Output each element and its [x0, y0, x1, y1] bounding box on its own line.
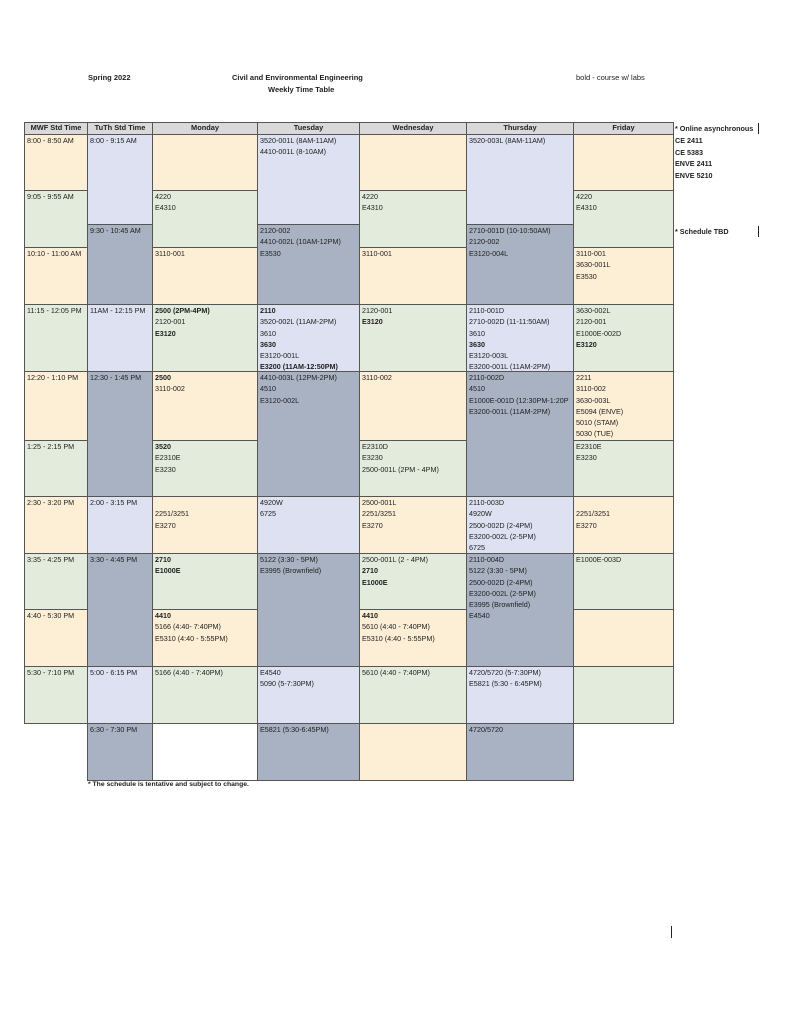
- page-title: Civil and Environmental Engineering: [232, 73, 363, 82]
- course-entry: 4220: [155, 192, 171, 201]
- friday-slot: [573, 134, 674, 191]
- mwf-time-slot: [24, 371, 88, 441]
- thursday-slot: [466, 723, 574, 781]
- course-entry: 3110-001: [155, 249, 185, 258]
- course-entry: 5122 (3:30 - 5PM): [469, 566, 527, 576]
- course-entry: 2110-001D: [469, 306, 505, 315]
- wednesday-slot: [359, 304, 467, 372]
- monday-slot: [152, 440, 258, 497]
- course-entry: 5010 (STAM): [576, 418, 619, 428]
- monday-evening-slot: [152, 723, 258, 781]
- monday-slot: [152, 304, 258, 372]
- time-label: 11:15 - 12:05 PM: [27, 306, 82, 315]
- course-entry: E2310D: [362, 442, 388, 451]
- course-entry: 2500-002D (2-4PM): [469, 520, 533, 530]
- wednesday-slot: [359, 371, 467, 441]
- course-entry: 2120-002: [469, 237, 500, 247]
- friday-slot: [573, 440, 674, 497]
- wednesday-slot: [359, 134, 467, 191]
- course-entry: 5030 (TUE): [576, 429, 614, 439]
- online-course-item: ENVE 2411: [675, 159, 713, 168]
- course-entry: E3120: [576, 339, 597, 349]
- tuesday-slot: [257, 723, 360, 781]
- course-entry: E4310: [155, 203, 176, 213]
- course-entry: 3110-001: [362, 249, 392, 258]
- course-entry: E3270: [155, 520, 176, 530]
- time-label: 6:30 - 7:30 PM: [90, 725, 138, 734]
- wednesday-slot: [359, 190, 467, 248]
- course-entry: 4720/5720: [469, 725, 503, 734]
- course-entry: 2710: [362, 566, 378, 576]
- course-entry: 4920W: [260, 498, 283, 507]
- time-label: 9:30 - 10:45 AM: [90, 226, 141, 235]
- time-label: 3:30 - 4:45 PM: [90, 555, 138, 564]
- online-course-item: CE 5383: [675, 147, 703, 157]
- time-label: 2:00 - 3:15 PM: [90, 498, 138, 507]
- course-entry: E5310 (4:40 - 5:55PM): [362, 633, 435, 643]
- course-entry: E3120: [362, 317, 383, 327]
- column-header-tuth: TuTh Std Time: [87, 122, 153, 135]
- column-header-mwf: MWF Std Time: [24, 122, 88, 135]
- monday-slot: [152, 496, 258, 554]
- course-entry: [576, 497, 671, 508]
- course-entry: [155, 497, 255, 508]
- online-course-item: ENVE 5210: [675, 170, 713, 180]
- footnote: * The schedule is tentative and subject to change.: [88, 781, 249, 788]
- wednesday-evening-slot: [359, 723, 467, 781]
- thursday-slot: [466, 371, 574, 497]
- monday-slot: [152, 666, 258, 724]
- course-entry: 2710-001D (10-10:50AM): [469, 226, 551, 235]
- tuth-time-slot: [87, 304, 153, 372]
- thursday-slot: [466, 496, 574, 554]
- course-entry: 3610: [469, 328, 485, 338]
- course-entry: E3200-001L (11AM-2PM): [469, 406, 551, 416]
- column-header-wed: Wednesday: [359, 122, 467, 135]
- schedule-tbd-header: * Schedule TBD: [675, 226, 759, 237]
- time-label: 12:20 - 1:10 PM: [27, 373, 79, 382]
- mwf-time-slot: [24, 440, 88, 497]
- course-entry: E3200 (11AM-12:50PM): [260, 362, 338, 372]
- course-entry: E1000E-003D: [576, 555, 622, 564]
- course-entry: 6725: [260, 509, 276, 519]
- course-entry: E3120-002L: [260, 395, 300, 405]
- column-header-thu: Thursday: [466, 122, 574, 135]
- course-entry: 4720/5720 (5-7:30PM): [469, 668, 541, 677]
- online-course-item: CE 2411: [675, 136, 703, 145]
- monday-slot: [152, 247, 258, 305]
- course-entry: 3520-003L (8AM-11AM): [469, 136, 546, 145]
- tuth-time-slot: [87, 134, 153, 225]
- wednesday-slot: [359, 247, 467, 305]
- course-entry: 2710-002D (11-11:50AM): [469, 317, 550, 327]
- course-entry: E5094 (ENVE): [576, 406, 624, 416]
- course-entry: 2211: [576, 373, 592, 382]
- course-entry: E3230: [155, 464, 176, 474]
- friday-slot: [573, 247, 674, 305]
- time-label: 9:05 - 9:55 AM: [27, 192, 74, 201]
- course-entry: 5122 (3:30 - 5PM): [260, 555, 318, 564]
- course-entry: 5610 (4:40 - 7:40PM): [362, 668, 430, 677]
- course-entry: 4410-001L (8-10AM): [260, 147, 327, 157]
- course-entry: 4220: [362, 192, 378, 201]
- page-mark: [671, 926, 672, 938]
- friday-slot: [573, 190, 674, 248]
- tuth-time-slot: [87, 496, 153, 554]
- course-entry: 3630-001L: [576, 260, 611, 270]
- tuesday-slot: [257, 496, 360, 554]
- course-entry: 2710: [155, 555, 171, 564]
- thursday-slot: [466, 134, 574, 225]
- wednesday-slot: [359, 666, 467, 724]
- tuth-time-slot: [87, 224, 153, 305]
- course-entry: E4310: [362, 203, 383, 213]
- course-entry: 2251/3251: [155, 509, 189, 519]
- time-label: 5:30 - 7:10 PM: [27, 668, 75, 677]
- monday-slot: [152, 190, 258, 248]
- time-label: 12:30 - 1:45 PM: [90, 373, 142, 382]
- mwf-time-slot: [24, 666, 88, 724]
- course-entry: E3995 (Brownfield): [260, 566, 322, 576]
- mwf-time-slot: [24, 609, 88, 667]
- course-entry: 3110-002: [576, 384, 606, 394]
- course-entry: E3120: [155, 328, 176, 338]
- term-label: Spring 2022: [88, 73, 131, 82]
- friday-slot: [573, 609, 674, 667]
- thursday-slot: [466, 224, 574, 305]
- course-entry: 4510: [260, 384, 276, 394]
- course-entry: E4540: [260, 668, 281, 677]
- wednesday-slot: [359, 553, 467, 610]
- mwf-time-slot: [24, 247, 88, 305]
- time-label: 10:10 - 11:00 AM: [27, 249, 82, 258]
- course-entry: 3520: [155, 442, 171, 451]
- monday-slot: [152, 134, 258, 191]
- monday-slot: [152, 371, 258, 441]
- mwf-time-slot: [24, 134, 88, 191]
- course-entry: 5090 (5-7:30PM): [260, 679, 314, 689]
- course-entry: 2110: [260, 306, 276, 315]
- course-entry: E5310 (4:40 - 5:55PM): [155, 633, 228, 643]
- wednesday-slot: [359, 496, 467, 554]
- course-entry: E2310E: [155, 453, 181, 463]
- course-entry: 2120-001: [576, 317, 607, 327]
- course-entry: 2110-003D: [469, 498, 505, 507]
- tuesday-slot: [257, 304, 360, 372]
- course-entry: 2500-002D (2-4PM): [469, 577, 533, 587]
- course-entry: 3520-002L (11AM-2PM): [260, 317, 337, 327]
- tuesday-slot: [257, 553, 360, 667]
- course-entry: 5166 (4:40 - 7:40PM): [155, 668, 223, 677]
- mwf-time-slot: [24, 190, 88, 248]
- monday-slot: [152, 609, 258, 667]
- time-label: 5:00 - 6:15 PM: [90, 668, 138, 677]
- course-entry: 3610: [260, 328, 276, 338]
- course-entry: 4410-003L (12PM-2PM): [260, 373, 337, 382]
- course-entry: 2500-001L (2 - 4PM): [362, 555, 429, 564]
- course-entry: 2120-002: [260, 226, 291, 235]
- course-entry: 3110-001: [576, 249, 606, 258]
- course-entry: 2251/3251: [576, 509, 610, 519]
- thursday-slot: [466, 304, 574, 372]
- tuesday-slot: [257, 371, 360, 497]
- mwf-time-slot: [24, 553, 88, 610]
- time-label: 11AM - 12:15 PM: [90, 306, 146, 315]
- course-entry: 5166 (4:40- 7:40PM): [155, 622, 221, 632]
- course-entry: 4410: [155, 611, 171, 620]
- tuth-time-slot: [87, 666, 153, 724]
- course-entry: E4310: [576, 203, 597, 213]
- friday-slot: [573, 496, 674, 554]
- thursday-slot: [466, 666, 574, 724]
- tuth-time-slot: [87, 371, 153, 497]
- course-entry: E3230: [576, 453, 597, 463]
- time-label: 2:30 - 3:20 PM: [27, 498, 75, 507]
- course-entry: E2310E: [576, 442, 602, 451]
- course-entry: 2251/3251: [362, 509, 396, 519]
- course-entry: E4540: [469, 611, 490, 621]
- course-entry: E3120-003L: [469, 351, 509, 361]
- course-entry: 4410-002L (10AM-12PM): [260, 237, 341, 247]
- page-subtitle: Weekly Time Table: [268, 85, 335, 94]
- course-entry: 3520-001L (8AM-11AM): [260, 136, 337, 145]
- course-entry: E3230: [362, 453, 383, 463]
- course-entry: E3200-002L (2-5PM): [469, 588, 536, 598]
- mwf-time-slot: [24, 304, 88, 372]
- course-entry: 3630: [260, 339, 276, 349]
- thursday-slot: [466, 553, 574, 667]
- course-entry: 2500: [155, 373, 171, 382]
- course-entry: 2110-002D: [469, 373, 505, 382]
- time-label: 4:40 - 5:30 PM: [27, 611, 75, 620]
- course-entry: E3120-001L: [260, 351, 300, 361]
- time-label: 3:35 - 4:25 PM: [27, 555, 75, 564]
- time-label: 8:00 - 9:15 AM: [90, 136, 137, 145]
- friday-slot: [573, 666, 674, 724]
- course-entry: E1000E: [155, 566, 181, 576]
- course-entry: 2500 (2PM-4PM): [155, 306, 210, 315]
- column-header-mon: Monday: [152, 122, 258, 135]
- course-entry: 2120-001: [362, 306, 393, 315]
- legend-note: bold - course w/ labs: [576, 73, 645, 82]
- tuth-time-slot: [87, 553, 153, 667]
- course-entry: E3530: [260, 248, 281, 258]
- course-entry: 3630-003L: [576, 395, 611, 405]
- course-entry: E3120-004L: [469, 248, 509, 258]
- friday-slot: [573, 553, 674, 610]
- course-entry: E3270: [362, 520, 383, 530]
- course-entry: 5610 (4:40 - 7:40PM): [362, 622, 430, 632]
- wednesday-slot: [359, 440, 467, 497]
- course-entry: E3995 (Brownfield): [469, 600, 531, 610]
- monday-slot: [152, 553, 258, 610]
- time-label: 8:00 - 8:50 AM: [27, 136, 74, 145]
- course-entry: 3630: [469, 339, 485, 349]
- course-entry: E5821 (5:30-6:45PM): [260, 725, 329, 734]
- time-label: 1:25 - 2:15 PM: [27, 442, 75, 451]
- mwf-time-slot: [24, 496, 88, 554]
- course-entry: E1000E: [362, 577, 388, 587]
- column-header-fri: Friday: [573, 122, 674, 135]
- course-entry: 2500-001L: [362, 498, 397, 507]
- course-entry: 3110-002: [155, 384, 185, 394]
- online-async-header: * Online asynchronous: [675, 123, 759, 134]
- course-entry: E3270: [576, 520, 597, 530]
- friday-slot: [573, 304, 674, 372]
- course-entry: 4410: [362, 611, 378, 620]
- course-entry: 6725: [469, 543, 485, 553]
- course-entry: 2110-004D: [469, 555, 505, 564]
- course-entry: E1000E-002D: [576, 328, 622, 338]
- course-entry: 3630-002L: [576, 306, 611, 315]
- tuesday-slot: [257, 134, 360, 225]
- column-header-tue: Tuesday: [257, 122, 360, 135]
- course-entry: 2120-001: [155, 317, 186, 327]
- tuesday-slot: [257, 666, 360, 724]
- course-entry: 3110-002: [362, 373, 392, 382]
- course-entry: 4510: [469, 384, 485, 394]
- friday-slot: [573, 371, 674, 441]
- tuesday-slot: [257, 224, 360, 305]
- tuth-time-slot: [87, 723, 153, 781]
- course-entry: 2500-001L (2PM - 4PM): [362, 464, 439, 474]
- course-entry: E3530: [576, 271, 597, 281]
- course-entry: 4920W: [469, 509, 492, 519]
- wednesday-slot: [359, 609, 467, 667]
- course-entry: E1000E-001D (12:30PM-1:20P: [469, 395, 569, 405]
- course-entry: 4220: [576, 192, 592, 201]
- course-entry: E5821 (5:30 - 6:45PM): [469, 679, 542, 689]
- course-entry: E3200-002L (2-5PM): [469, 531, 536, 541]
- course-entry: E3200-001L (11AM-2PM): [469, 362, 551, 372]
